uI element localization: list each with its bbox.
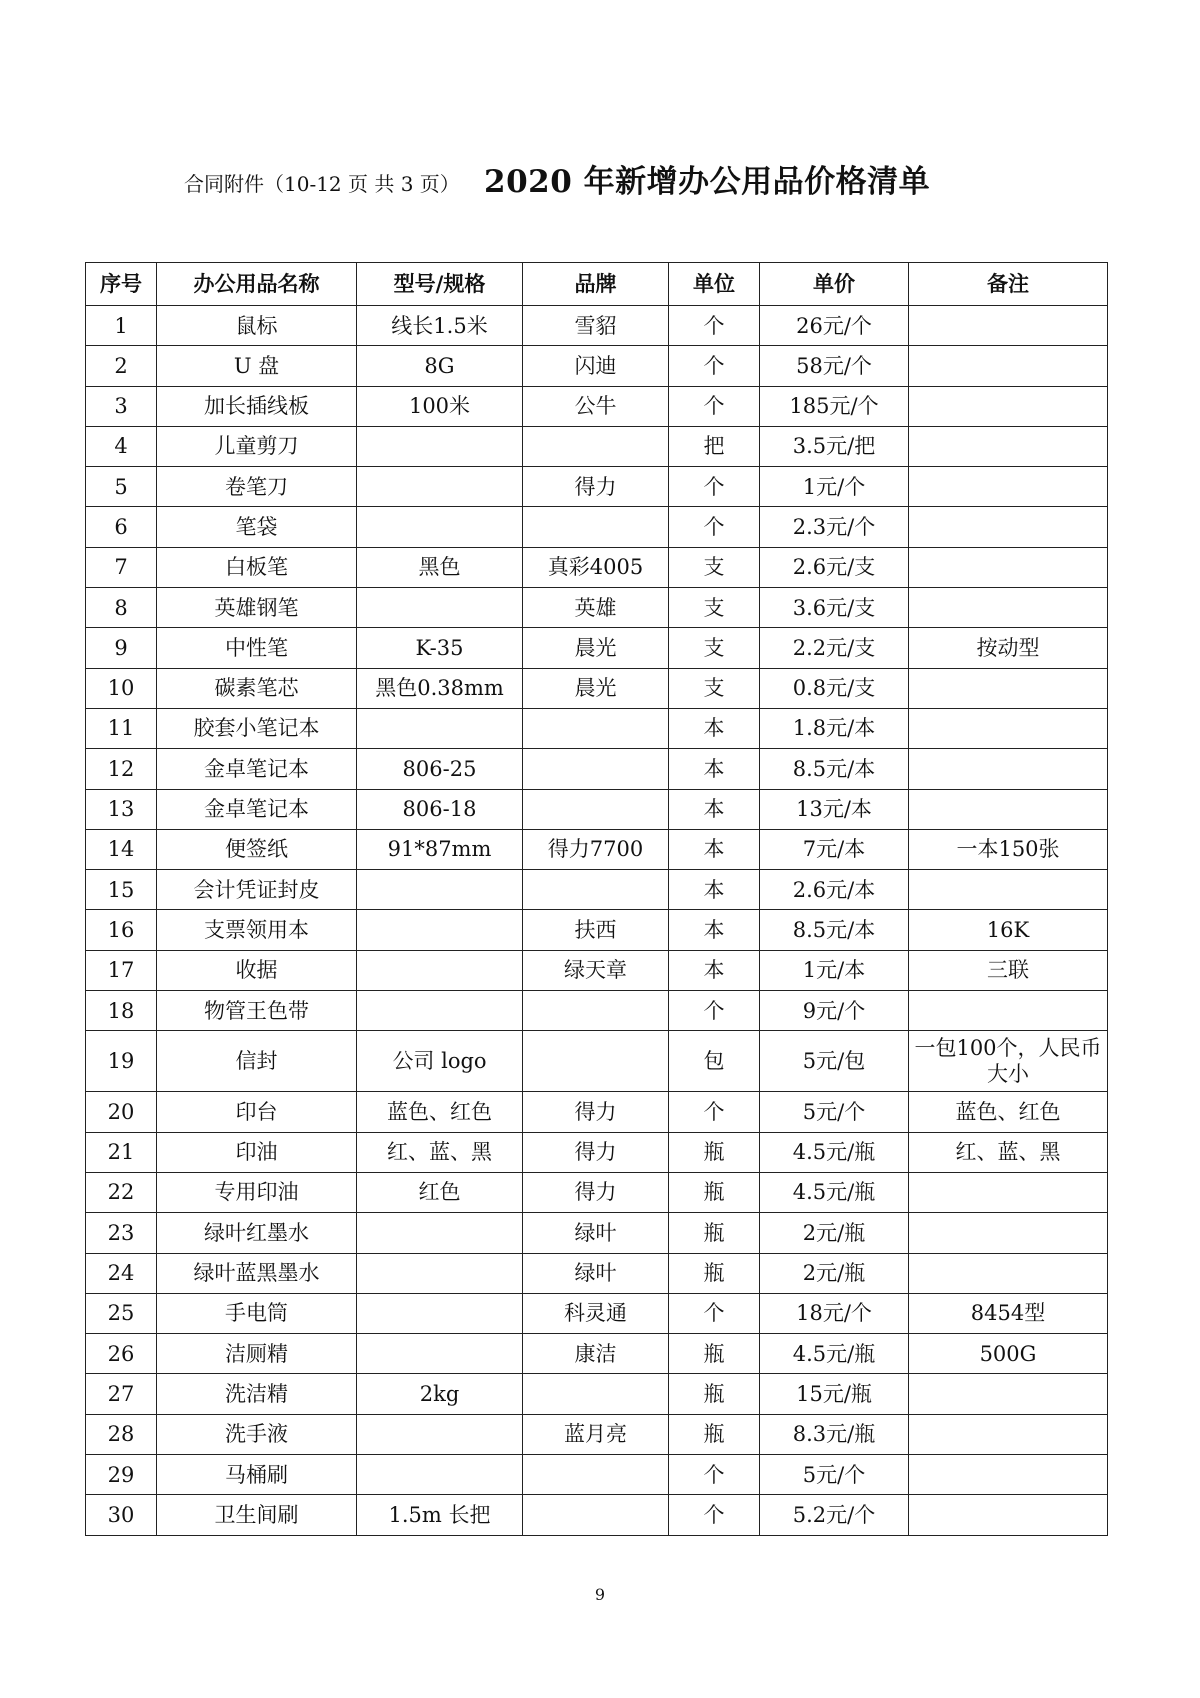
cell-unit-price: 5元/包 <box>760 1031 909 1092</box>
cell-unit: 本 <box>669 910 760 950</box>
cell-remarks <box>909 1374 1108 1414</box>
cell-item-name: 印台 <box>157 1092 357 1132</box>
cell-unit: 支 <box>669 668 760 708</box>
cell-item-name: 印油 <box>157 1132 357 1172</box>
cell-index: 27 <box>86 1374 157 1414</box>
cell-brand <box>523 1031 669 1092</box>
column-index: 序号 <box>86 263 157 306</box>
cell-brand: 得力 <box>523 1092 669 1132</box>
column-unit-price: 单价 <box>760 263 909 306</box>
cell-index: 24 <box>86 1253 157 1293</box>
cell-unit-price: 2.6元/本 <box>760 870 909 910</box>
table-row <box>86 789 1108 829</box>
cell-index: 15 <box>86 870 157 910</box>
cell-index: 20 <box>86 1092 157 1132</box>
table-header-row <box>86 263 1108 306</box>
cell-unit-price: 58元/个 <box>760 346 909 386</box>
cell-remarks <box>909 708 1108 748</box>
cell-brand <box>523 1495 669 1535</box>
cell-index: 29 <box>86 1455 157 1495</box>
cell-spec: 公司 logo <box>357 1031 523 1092</box>
cell-remarks <box>909 306 1108 346</box>
cell-item-name: 绿叶红墨水 <box>157 1213 357 1253</box>
cell-index: 4 <box>86 426 157 466</box>
table-row <box>86 386 1108 426</box>
column-remarks: 备注 <box>909 263 1108 306</box>
cell-brand: 科灵通 <box>523 1293 669 1333</box>
cell-brand <box>523 1455 669 1495</box>
cell-unit: 个 <box>669 306 760 346</box>
cell-unit: 本 <box>669 870 760 910</box>
column-item-name: 办公用品名称 <box>157 263 357 306</box>
cell-unit: 个 <box>669 346 760 386</box>
cell-remarks <box>909 1495 1108 1535</box>
cell-brand: 晨光 <box>523 668 669 708</box>
cell-unit-price: 5.2元/个 <box>760 1495 909 1535</box>
cell-remarks: 500G <box>909 1334 1108 1374</box>
cell-brand <box>523 507 669 547</box>
cell-brand <box>523 870 669 910</box>
cell-spec: 91*87mm <box>357 829 523 869</box>
cell-spec <box>357 708 523 748</box>
cell-unit-price: 15元/瓶 <box>760 1374 909 1414</box>
cell-remarks: 一本150张 <box>909 829 1108 869</box>
cell-unit: 瓶 <box>669 1172 760 1212</box>
cell-spec <box>357 426 523 466</box>
cell-brand <box>523 1374 669 1414</box>
cell-index: 25 <box>86 1293 157 1333</box>
cell-brand: 得力 <box>523 1132 669 1172</box>
cell-item-name: 会计凭证封皮 <box>157 870 357 910</box>
cell-index: 21 <box>86 1132 157 1172</box>
cell-unit-price: 1元/个 <box>760 467 909 507</box>
cell-item-name: 支票领用本 <box>157 910 357 950</box>
attachment-note: 合同附件（10-12 页 共 3 页） <box>184 172 460 196</box>
column-brand: 品牌 <box>523 263 669 306</box>
document-header <box>0 150 1200 210</box>
cell-unit: 瓶 <box>669 1374 760 1414</box>
table-row <box>86 829 1108 869</box>
table-row <box>86 1334 1108 1374</box>
table-row <box>86 588 1108 628</box>
cell-index: 30 <box>86 1495 157 1535</box>
cell-brand <box>523 789 669 829</box>
cell-unit-price: 26元/个 <box>760 306 909 346</box>
cell-unit: 瓶 <box>669 1132 760 1172</box>
table-row <box>86 749 1108 789</box>
cell-brand: 绿叶 <box>523 1253 669 1293</box>
table-row <box>86 547 1108 587</box>
cell-brand: 蓝月亮 <box>523 1414 669 1454</box>
cell-unit: 本 <box>669 789 760 829</box>
table-row <box>86 1253 1108 1293</box>
cell-unit: 瓶 <box>669 1253 760 1293</box>
cell-remarks <box>909 507 1108 547</box>
cell-unit-price: 185元/个 <box>760 386 909 426</box>
cell-unit-price: 2.3元/个 <box>760 507 909 547</box>
cell-spec: 100米 <box>357 386 523 426</box>
cell-unit-price: 4.5元/瓶 <box>760 1132 909 1172</box>
cell-remarks <box>909 467 1108 507</box>
cell-index: 23 <box>86 1213 157 1253</box>
cell-spec: 黑色0.38mm <box>357 668 523 708</box>
table-row <box>86 1495 1108 1535</box>
table-row <box>86 910 1108 950</box>
cell-brand <box>523 749 669 789</box>
cell-remarks <box>909 1213 1108 1253</box>
cell-item-name: 卫生间刷 <box>157 1495 357 1535</box>
cell-remarks <box>909 1455 1108 1495</box>
cell-unit-price: 4.5元/瓶 <box>760 1334 909 1374</box>
cell-index: 19 <box>86 1031 157 1092</box>
cell-spec <box>357 467 523 507</box>
column-spec: 型号/规格 <box>357 263 523 306</box>
cell-unit-price: 3.5元/把 <box>760 426 909 466</box>
cell-item-name: 白板笔 <box>157 547 357 587</box>
cell-brand: 晨光 <box>523 628 669 668</box>
cell-brand <box>523 991 669 1031</box>
cell-remarks: 一包100个，人民币大小 <box>909 1031 1108 1092</box>
cell-unit-price: 7元/本 <box>760 829 909 869</box>
cell-spec: 红、蓝、黑 <box>357 1132 523 1172</box>
cell-spec <box>357 588 523 628</box>
cell-spec: 线长1.5米 <box>357 306 523 346</box>
table-row <box>86 1374 1108 1414</box>
table-row <box>86 1132 1108 1172</box>
cell-spec: 黑色 <box>357 547 523 587</box>
cell-index: 22 <box>86 1172 157 1212</box>
cell-item-name: 卷笔刀 <box>157 467 357 507</box>
cell-spec: 8G <box>357 346 523 386</box>
table-row <box>86 1293 1108 1333</box>
cell-item-name: 胶套小笔记本 <box>157 708 357 748</box>
table-row <box>86 1414 1108 1454</box>
cell-brand: 真彩4005 <box>523 547 669 587</box>
cell-unit: 个 <box>669 1495 760 1535</box>
cell-unit-price: 5元/个 <box>760 1092 909 1132</box>
cell-index: 6 <box>86 507 157 547</box>
cell-remarks: 三联 <box>909 950 1108 990</box>
cell-remarks <box>909 1414 1108 1454</box>
page-number: 9 <box>594 1585 606 1604</box>
cell-brand: 英雄 <box>523 588 669 628</box>
table-row <box>86 628 1108 668</box>
cell-item-name: 笔袋 <box>157 507 357 547</box>
cell-index: 14 <box>86 829 157 869</box>
cell-item-name: 马桶刷 <box>157 1455 357 1495</box>
cell-unit-price: 2.6元/支 <box>760 547 909 587</box>
cell-unit-price: 2元/瓶 <box>760 1213 909 1253</box>
cell-item-name: 专用印油 <box>157 1172 357 1212</box>
cell-brand: 得力7700 <box>523 829 669 869</box>
cell-spec <box>357 1455 523 1495</box>
cell-unit-price: 1.8元/本 <box>760 708 909 748</box>
cell-item-name: 手电筒 <box>157 1293 357 1333</box>
cell-index: 5 <box>86 467 157 507</box>
cell-remarks <box>909 588 1108 628</box>
cell-unit: 把 <box>669 426 760 466</box>
table-row <box>86 346 1108 386</box>
cell-remarks <box>909 991 1108 1031</box>
cell-remarks <box>909 789 1108 829</box>
cell-remarks <box>909 547 1108 587</box>
cell-spec <box>357 1414 523 1454</box>
cell-index: 18 <box>86 991 157 1031</box>
cell-remarks <box>909 426 1108 466</box>
cell-index: 28 <box>86 1414 157 1454</box>
cell-unit-price: 0.8元/支 <box>760 668 909 708</box>
cell-spec: 2kg <box>357 1374 523 1414</box>
cell-brand: 绿天章 <box>523 950 669 990</box>
cell-item-name: 加长插线板 <box>157 386 357 426</box>
cell-unit: 瓶 <box>669 1213 760 1253</box>
cell-item-name: 物管王色带 <box>157 991 357 1031</box>
cell-unit-price: 8.5元/本 <box>760 910 909 950</box>
cell-unit: 瓶 <box>669 1334 760 1374</box>
cell-spec <box>357 910 523 950</box>
cell-unit-price: 1元/本 <box>760 950 909 990</box>
cell-index: 10 <box>86 668 157 708</box>
cell-brand: 扶西 <box>523 910 669 950</box>
cell-brand: 得力 <box>523 1172 669 1212</box>
table-body <box>86 306 1108 1536</box>
cell-brand: 闪迪 <box>523 346 669 386</box>
cell-brand: 康洁 <box>523 1334 669 1374</box>
cell-spec <box>357 1213 523 1253</box>
cell-brand: 绿叶 <box>523 1213 669 1253</box>
column-unit: 单位 <box>669 263 760 306</box>
table-row <box>86 1455 1108 1495</box>
cell-remarks: 16K <box>909 910 1108 950</box>
cell-index: 12 <box>86 749 157 789</box>
cell-unit: 个 <box>669 386 760 426</box>
cell-brand <box>523 426 669 466</box>
cell-unit-price: 5元/个 <box>760 1455 909 1495</box>
cell-spec: 蓝色、红色 <box>357 1092 523 1132</box>
table-row <box>86 306 1108 346</box>
cell-unit-price: 8.5元/本 <box>760 749 909 789</box>
cell-unit: 本 <box>669 749 760 789</box>
cell-index: 13 <box>86 789 157 829</box>
cell-unit-price: 13元/本 <box>760 789 909 829</box>
cell-unit-price: 8.3元/瓶 <box>760 1414 909 1454</box>
cell-index: 2 <box>86 346 157 386</box>
cell-item-name: 儿童剪刀 <box>157 426 357 466</box>
cell-index: 7 <box>86 547 157 587</box>
cell-item-name: 英雄钢笔 <box>157 588 357 628</box>
cell-unit-price: 2.2元/支 <box>760 628 909 668</box>
cell-unit: 支 <box>669 628 760 668</box>
cell-item-name: 洗手液 <box>157 1414 357 1454</box>
cell-spec <box>357 507 523 547</box>
cell-remarks <box>909 870 1108 910</box>
cell-unit: 本 <box>669 829 760 869</box>
cell-unit: 个 <box>669 507 760 547</box>
price-table <box>85 262 1108 1536</box>
cell-item-name: 中性笔 <box>157 628 357 668</box>
cell-unit: 支 <box>669 547 760 587</box>
cell-item-name: 金卓笔记本 <box>157 749 357 789</box>
table-row <box>86 708 1108 748</box>
table-row <box>86 426 1108 466</box>
cell-item-name: 便签纸 <box>157 829 357 869</box>
cell-remarks <box>909 1253 1108 1293</box>
table-row <box>86 507 1108 547</box>
cell-remarks <box>909 749 1108 789</box>
table-row <box>86 1031 1108 1092</box>
cell-brand <box>523 708 669 748</box>
cell-unit: 瓶 <box>669 1414 760 1454</box>
cell-item-name: 洗洁精 <box>157 1374 357 1414</box>
cell-item-name: 洁厕精 <box>157 1334 357 1374</box>
cell-unit: 本 <box>669 950 760 990</box>
cell-spec <box>357 870 523 910</box>
cell-index: 1 <box>86 306 157 346</box>
cell-item-name: 金卓笔记本 <box>157 789 357 829</box>
table-row <box>86 1172 1108 1212</box>
cell-unit-price: 3.6元/支 <box>760 588 909 628</box>
cell-item-name: 鼠标 <box>157 306 357 346</box>
cell-spec: 806-18 <box>357 789 523 829</box>
cell-unit-price: 4.5元/瓶 <box>760 1172 909 1212</box>
cell-item-name: 收据 <box>157 950 357 990</box>
cell-spec <box>357 1293 523 1333</box>
cell-unit: 支 <box>669 588 760 628</box>
cell-spec: 806-25 <box>357 749 523 789</box>
cell-spec: 1.5m 长把 <box>357 1495 523 1535</box>
cell-spec <box>357 991 523 1031</box>
cell-index: 11 <box>86 708 157 748</box>
table-row <box>86 991 1108 1031</box>
table-row <box>86 950 1108 990</box>
cell-remarks: 红、蓝、黑 <box>909 1132 1108 1172</box>
cell-unit: 包 <box>669 1031 760 1092</box>
cell-remarks <box>909 1172 1108 1212</box>
cell-unit: 个 <box>669 1455 760 1495</box>
table-row <box>86 467 1108 507</box>
cell-brand: 公牛 <box>523 386 669 426</box>
cell-remarks: 按动型 <box>909 628 1108 668</box>
cell-index: 26 <box>86 1334 157 1374</box>
cell-item-name: U 盘 <box>157 346 357 386</box>
document-title: 2020 年新增办公用品价格清单 <box>484 164 931 200</box>
cell-brand: 雪貂 <box>523 306 669 346</box>
cell-item-name: 信封 <box>157 1031 357 1092</box>
cell-index: 8 <box>86 588 157 628</box>
cell-unit: 个 <box>669 1092 760 1132</box>
cell-unit: 个 <box>669 1293 760 1333</box>
table-row <box>86 1092 1108 1132</box>
cell-unit: 个 <box>669 991 760 1031</box>
cell-spec <box>357 1334 523 1374</box>
cell-remarks <box>909 386 1108 426</box>
cell-item-name: 碳素笔芯 <box>157 668 357 708</box>
cell-unit: 个 <box>669 467 760 507</box>
cell-spec: 红色 <box>357 1172 523 1212</box>
cell-remarks <box>909 346 1108 386</box>
table-row <box>86 870 1108 910</box>
cell-spec: K-35 <box>357 628 523 668</box>
cell-remarks: 蓝色、红色 <box>909 1092 1108 1132</box>
cell-unit: 本 <box>669 708 760 748</box>
cell-remarks <box>909 668 1108 708</box>
cell-remarks: 8454型 <box>909 1293 1108 1333</box>
cell-unit-price: 2元/瓶 <box>760 1253 909 1293</box>
cell-index: 16 <box>86 910 157 950</box>
table-row <box>86 668 1108 708</box>
cell-index: 3 <box>86 386 157 426</box>
cell-unit-price: 18元/个 <box>760 1293 909 1333</box>
cell-brand: 得力 <box>523 467 669 507</box>
cell-unit-price: 9元/个 <box>760 991 909 1031</box>
cell-spec <box>357 1253 523 1293</box>
cell-index: 17 <box>86 950 157 990</box>
cell-spec <box>357 950 523 990</box>
cell-index: 9 <box>86 628 157 668</box>
table-row <box>86 1213 1108 1253</box>
cell-item-name: 绿叶蓝黑墨水 <box>157 1253 357 1293</box>
